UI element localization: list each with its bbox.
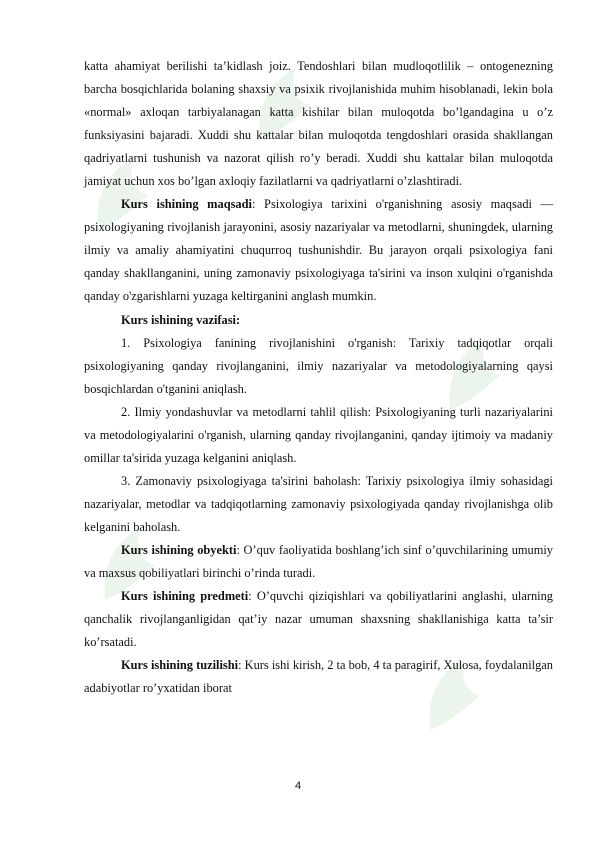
subject-text: : O’quvchi qiziqishlari va qobiliyatlarini anglashi, ularning qanchalik rivojlanganligidan qat’iy nazar umuman shaxsning shakllanishiga katta ta’sir ko’rsatadi. <box>84 589 553 650</box>
object-label: Kurs ishining obyekti <box>121 542 237 557</box>
structure-text: : Kurs ishi kirish, 2 ta bob, 4 ta paragirif, Xulosa, foydalanilgan adabiyotlar ro’yxatidan iborat <box>84 658 553 696</box>
subject-label: Kurs ishining predmeti <box>121 589 249 604</box>
tasks-heading: Kurs ishining vazifasi: <box>121 312 241 327</box>
body-text <box>84 55 553 700</box>
task-item-3: 3. Zamonaviy psixologiyaga ta'sirini baholash: Tarixiy psixologiya ilmiy sohasidagi nazariyalar, metodlar va tadqiqotlarning zamonaviy psixologiyada qanday rivojlanishga olib kelganini baholash. <box>84 473 553 534</box>
page-number: 4 <box>294 780 302 792</box>
goal-label: Kurs ishining maqsadi <box>121 197 252 212</box>
task-item-2: 2. Ilmiy yondashuvlar va metodlarni tahlil qilish: Psixologiyaning turli nazariyalarini va metodologiyalarini o'rganish, ularning qanday rivojlanganini, qanday ijtimoiy va madaniy omillar ta'sirida yuzaga kelganini aniqlash. <box>84 404 553 465</box>
object-text: : O’quv faoliyatida boshlang’ich sinf o’quvchilarining umumiy va maxsus qobiliyatlari birinchi o’rinda turadi. <box>84 542 553 581</box>
paragraph: katta ahamiyat berilishi ta’kidlash joiz. Tendoshlari bilan mudloqotlilik – ontogenezning barcha bosqichlarida bolaning shaxsiy va psixik rivojlanishida muhim hisoblanadi, lekin bola «normal» axloqan tarbiyalanagan katta kishilar bilan muloqotda bo’lgandagina u o’z funksiyasini bajaradi. Xuddi shu kattalar bilan muloqotda tengdoshlari orasida shakllangan qadriyatlarni tushunish va nazorat qilish ro’y beradi. Xuddi shu kattalar bilan muloqotda jamiyat uchun xos bo’lgan axloqiy fazilatlarni va qadriyatlarni o’zlashtiradi. <box>84 59 553 189</box>
paragraph-object <box>84 539 553 585</box>
paragraph-structure <box>84 654 553 700</box>
task-item-1: 1. Psixologiya fanining rivojlanishini o'rganish: Tarixiy tadqiqotlar orqali psixologiyaning qanday rivojlanganini, ilmiy nazariyalar va metodologiyalarning qaysi bosqichlardan o'tganini aniqlash. <box>84 335 553 396</box>
goal-text: : Psixologiya tarixini o'rganishning asosiy maqsadi — psixologiyaning rivojlanish jarayonini, asosiy nazariyalar va metodlarni, shuningdek, ularning ilmiy va amaliy ahamiyatini chuqurroq tushunishdir. Bu jarayon orqali psixologiya fani qanday shakllanganini, uning zamonaviy psixologiyaga ta'sirini va inson xulqini o'rganishda qanday o'zgarishlarni yuzaga keltirganini anglash mumkin. <box>84 197 554 304</box>
paragraph-subject <box>84 585 553 654</box>
paragraph-goal <box>84 193 553 308</box>
structure-label: Kurs ishining tuzilishi <box>121 658 239 673</box>
